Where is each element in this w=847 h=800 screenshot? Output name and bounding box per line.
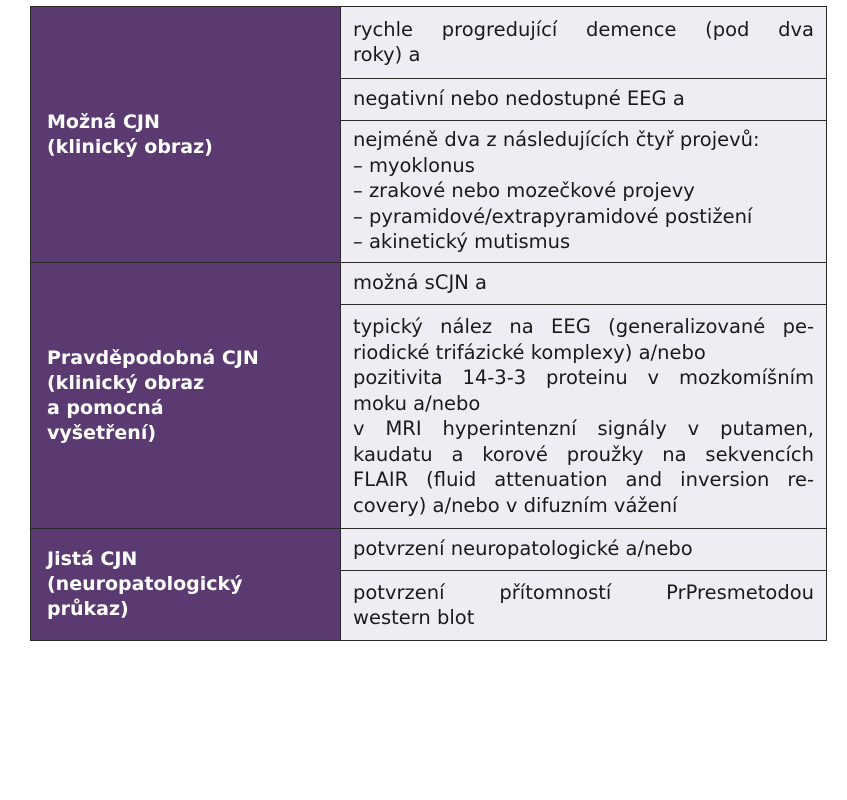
criterion-line: typický nález na EEG (generalizované pe- bbox=[353, 315, 814, 338]
criterion-line: covery) a/nebo v difuzním vážení bbox=[353, 493, 678, 517]
category-line: vyšetření) bbox=[47, 421, 157, 444]
criterion-cell bbox=[341, 263, 827, 305]
criterion-cell bbox=[341, 7, 827, 79]
category-cell-definite bbox=[31, 529, 341, 641]
criterion-line: negativní nebo nedostupné EEG a bbox=[353, 87, 685, 111]
table-row bbox=[31, 529, 827, 571]
criterion-line: nejméně dva z následujících čtyř projevů: bbox=[353, 128, 760, 152]
category-line: (klinický obraz bbox=[47, 371, 205, 394]
criterion-line: western blot bbox=[353, 606, 475, 629]
category-line: (neuropatologický bbox=[47, 573, 243, 595]
criterion-cell bbox=[341, 305, 827, 529]
criterion-line: moku a/nebo bbox=[353, 391, 481, 415]
criterion-line: – zrakové nebo mozečkové projevy bbox=[353, 179, 695, 203]
category-line: Možná CJN bbox=[47, 110, 160, 133]
criterion-cell bbox=[341, 571, 827, 641]
category-line: (klinický obraz) bbox=[47, 135, 213, 158]
category-line: a pomocná bbox=[47, 396, 164, 419]
category-cell-probable bbox=[31, 263, 341, 529]
criterion-cell bbox=[341, 79, 827, 121]
category-cell-possible bbox=[31, 7, 341, 263]
table-row bbox=[31, 263, 827, 305]
criterion-line: pozitivita 14-3-3 proteinu v mozkomíšním bbox=[353, 366, 814, 389]
criterion-cell bbox=[341, 529, 827, 571]
criterion-line: možná sCJN a bbox=[353, 271, 487, 295]
criterion-line: riodické trifázické komplexy) a/nebo bbox=[353, 340, 706, 364]
table-row bbox=[31, 7, 827, 79]
criterion-line: v MRI hyperintenzní signály v putamen, bbox=[353, 417, 814, 440]
criteria-table bbox=[30, 6, 827, 641]
criterion-line: – akinetický mutismus bbox=[353, 230, 571, 254]
criterion-cell bbox=[341, 121, 827, 263]
criterion-line: rychle progredující demence (pod dva bbox=[353, 17, 814, 41]
criterion-line: FLAIR (fluid attenuation and inversion re- bbox=[353, 468, 814, 491]
criterion-line: potvrzení přítomností PrPresmetodou bbox=[353, 580, 814, 604]
criterion-line: roky) a bbox=[353, 43, 421, 66]
category-line: průkaz) bbox=[47, 598, 129, 620]
category-line: Jistá CJN bbox=[47, 548, 138, 570]
criterion-line: – pyramidové/extrapyramidové postižení bbox=[353, 204, 753, 228]
category-line: Pravděpodobná CJN bbox=[47, 346, 259, 369]
criterion-line: kaudatu a korové proužky na sekvencích bbox=[353, 442, 814, 466]
criterion-line: potvrzení neuropatologické a/nebo bbox=[353, 537, 693, 561]
criterion-line: – myoklonus bbox=[353, 153, 475, 177]
